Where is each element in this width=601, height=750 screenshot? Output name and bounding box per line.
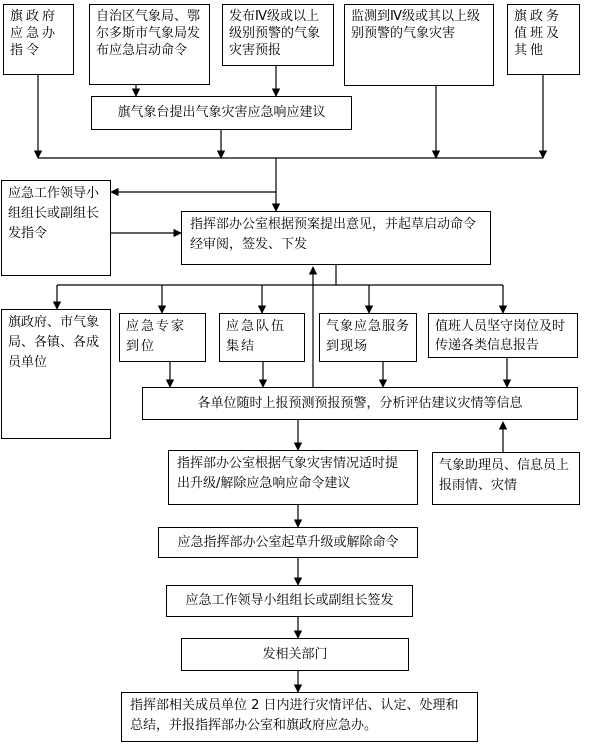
leader-sign-box: 应急工作领导小组组长或副组长签发 bbox=[166, 585, 413, 617]
send-departments-box: 发相关部门 bbox=[181, 638, 409, 671]
upgrade-release-suggestion-box: 指挥部办公室根据气象灾害情况适时提出升级/解除应急响应命令建议 bbox=[168, 450, 418, 505]
rain-disaster-report-box: 气象助理员、信息员上报雨情、灾情 bbox=[432, 452, 580, 505]
duty-staff-report-box: 值班人员坚守岗位及时传递各类信息报告 bbox=[428, 313, 578, 358]
leader-instruction-box: 应急工作领导小组组长或副组长发指令 bbox=[1, 180, 111, 276]
assessment-summary-box: 指挥部相关成员单位 2 日内进行灾情评估、认定、处理和总结，并报指挥部办公室和旗政府应急办。 bbox=[121, 692, 478, 742]
experts-in-place-box: 应急专家到位 bbox=[119, 313, 206, 362]
team-assembly-box: 应急队伍集结 bbox=[219, 313, 305, 362]
draft-upgrade-order-box: 应急指挥部办公室起草升级或解除命令 bbox=[158, 527, 418, 558]
field-service-box: 气象应急服务到现场 bbox=[319, 313, 417, 362]
gov-emergency-office-order-box: 旗政府应急办指令 bbox=[3, 4, 74, 75]
response-suggestion-box: 旗气象台提出气象灾害应急响应建议 bbox=[91, 96, 352, 130]
duty-and-other-box: 旗政务值班及其他 bbox=[507, 4, 580, 75]
disaster-monitoring-box: 监测到Ⅳ级或其以上级别预警的气象灾害 bbox=[344, 4, 494, 86]
warning-forecast-release-box: 发布Ⅳ级或以上级别预警的气象灾害预报 bbox=[222, 4, 334, 66]
draft-start-command-box: 指挥部办公室根据预案提出意见，并起草启动命令经审阅，签发、下发 bbox=[181, 211, 491, 265]
report-analysis-bar: 各单位随时上报预测预报预警，分析评估建议灾情等信息 bbox=[142, 387, 578, 420]
weather-bureau-start-command-box: 自治区气象局、鄂尔多斯市气象局发布应急启动命令 bbox=[89, 4, 210, 85]
gov-bureau-members-box: 旗政府、市气象局、各镇、各成员单位 bbox=[1, 309, 111, 439]
